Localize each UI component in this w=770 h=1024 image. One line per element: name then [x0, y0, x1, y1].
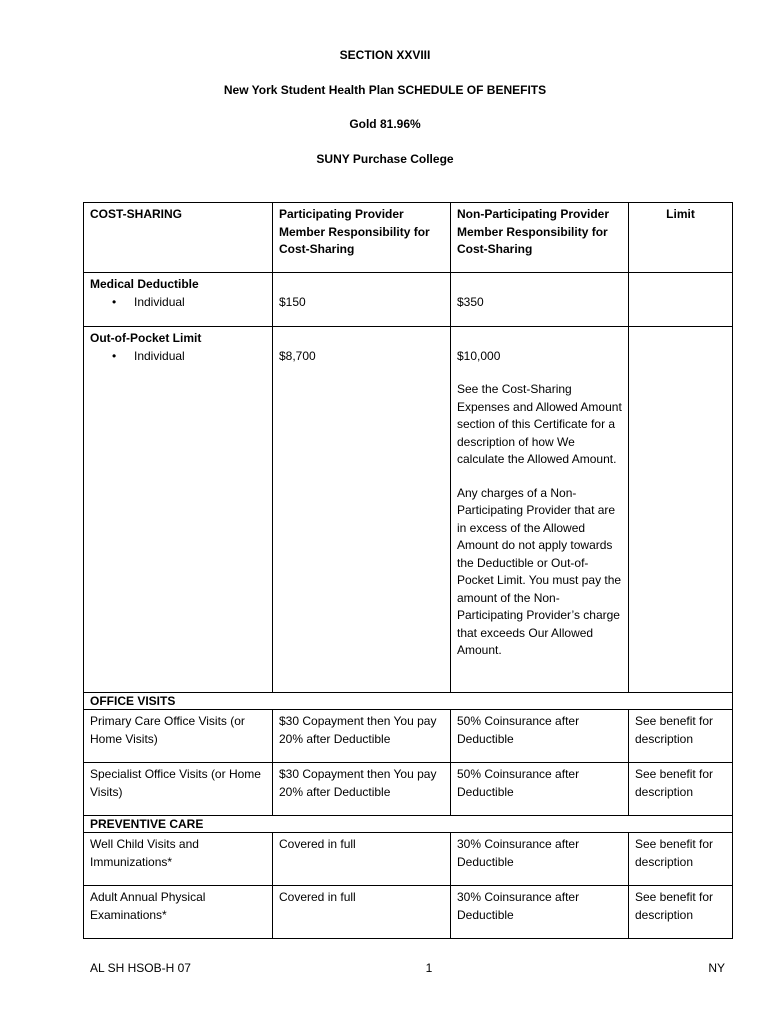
oop-non-participating-cell — [451, 327, 629, 693]
plan-name: Gold 81.96% — [349, 117, 421, 131]
non-participating-value: 30% Coinsurance after Deductible — [451, 833, 629, 886]
page-number: 1 — [425, 961, 433, 975]
office-visits-title: OFFICE VISITS — [84, 693, 733, 710]
oop-individual: • Individual — [112, 348, 266, 366]
header-participating: Participating Provider Member Responsibility for Cost-Sharing — [273, 203, 451, 273]
oop-participating: $8,700 — [279, 348, 316, 363]
header-non-participating: Non-Participating Provider Member Responsibility for Cost-Sharing — [451, 203, 629, 273]
oop-note-excess-charges: Any charges of a Non-Participating Provider that are in excess of the Allowed Amount do not apply towards the Deductible or Out-of-Pocket Limit. You must pay the amount of the Non-Participating Provider’s charge that exceeds Our Allowed Amount. — [457, 485, 622, 657]
table-row — [84, 763, 733, 816]
oop-note-allowed-amount: See the Cost-Sharing Expenses and Allowed Amount section of this Certificate for a description of how We calculate the Allowed Amount. — [457, 382, 622, 466]
limit-value: See benefit for description — [629, 886, 733, 939]
oop-label: Out-of-Pocket Limit — [90, 331, 202, 345]
deductible-individual: • Individual — [112, 294, 266, 312]
office-visits-section-row — [84, 693, 733, 710]
schedule-of-benefits-table — [83, 202, 733, 939]
table-row — [84, 833, 733, 886]
participating-value: Covered in full — [273, 886, 451, 939]
section-heading: SECTION XXVIII — [339, 48, 431, 62]
deductible-non-participating: $350 — [457, 294, 484, 309]
oop-label-cell — [84, 327, 273, 693]
deductible-participating: $150 — [279, 294, 306, 309]
limit-value: See benefit for description — [629, 710, 733, 763]
oop-limit-cell — [629, 327, 733, 693]
deductible-label: Medical Deductible — [90, 277, 199, 291]
participating-value: $30 Copayment then You pay 20% after Deductible — [273, 763, 451, 816]
oop-non-participating: $10,000 — [457, 348, 501, 363]
limit-value: See benefit for description — [629, 763, 733, 816]
preventive-care-section-row — [84, 816, 733, 833]
non-participating-value: 30% Coinsurance after Deductible — [451, 886, 629, 939]
header-row — [84, 203, 733, 273]
preventive-care-title: PREVENTIVE CARE — [84, 816, 733, 833]
oop-row — [84, 327, 733, 693]
table-row — [84, 710, 733, 763]
table-row — [84, 886, 733, 939]
service-name: Well Child Visits and Immunizations* — [84, 833, 273, 886]
document-title: New York Student Health Plan SCHEDULE OF BENEFITS — [223, 83, 547, 97]
oop-participating-cell — [273, 327, 451, 693]
service-name: Specialist Office Visits (or Home Visits) — [84, 763, 273, 816]
non-participating-value: 50% Coinsurance after Deductible — [451, 710, 629, 763]
school-name: SUNY Purchase College — [316, 152, 454, 166]
non-participating-value: 50% Coinsurance after Deductible — [451, 763, 629, 816]
limit-value: See benefit for description — [629, 833, 733, 886]
participating-value: Covered in full — [273, 833, 451, 886]
deductible-row — [84, 273, 733, 327]
service-name: Primary Care Office Visits (or Home Visits) — [84, 710, 273, 763]
deductible-non-participating-cell — [451, 273, 629, 327]
footer-form-code: AL SH HSOB-H 07 — [90, 961, 191, 975]
header-limit: Limit — [629, 203, 733, 273]
header-cost-sharing: COST-SHARING — [84, 203, 273, 273]
service-name: Adult Annual Physical Examinations* — [84, 886, 273, 939]
participating-value: $30 Copayment then You pay 20% after Deductible — [273, 710, 451, 763]
deductible-limit-cell — [629, 273, 733, 327]
footer-state: NY — [708, 961, 725, 975]
deductible-participating-cell — [273, 273, 451, 327]
deductible-label-cell — [84, 273, 273, 327]
